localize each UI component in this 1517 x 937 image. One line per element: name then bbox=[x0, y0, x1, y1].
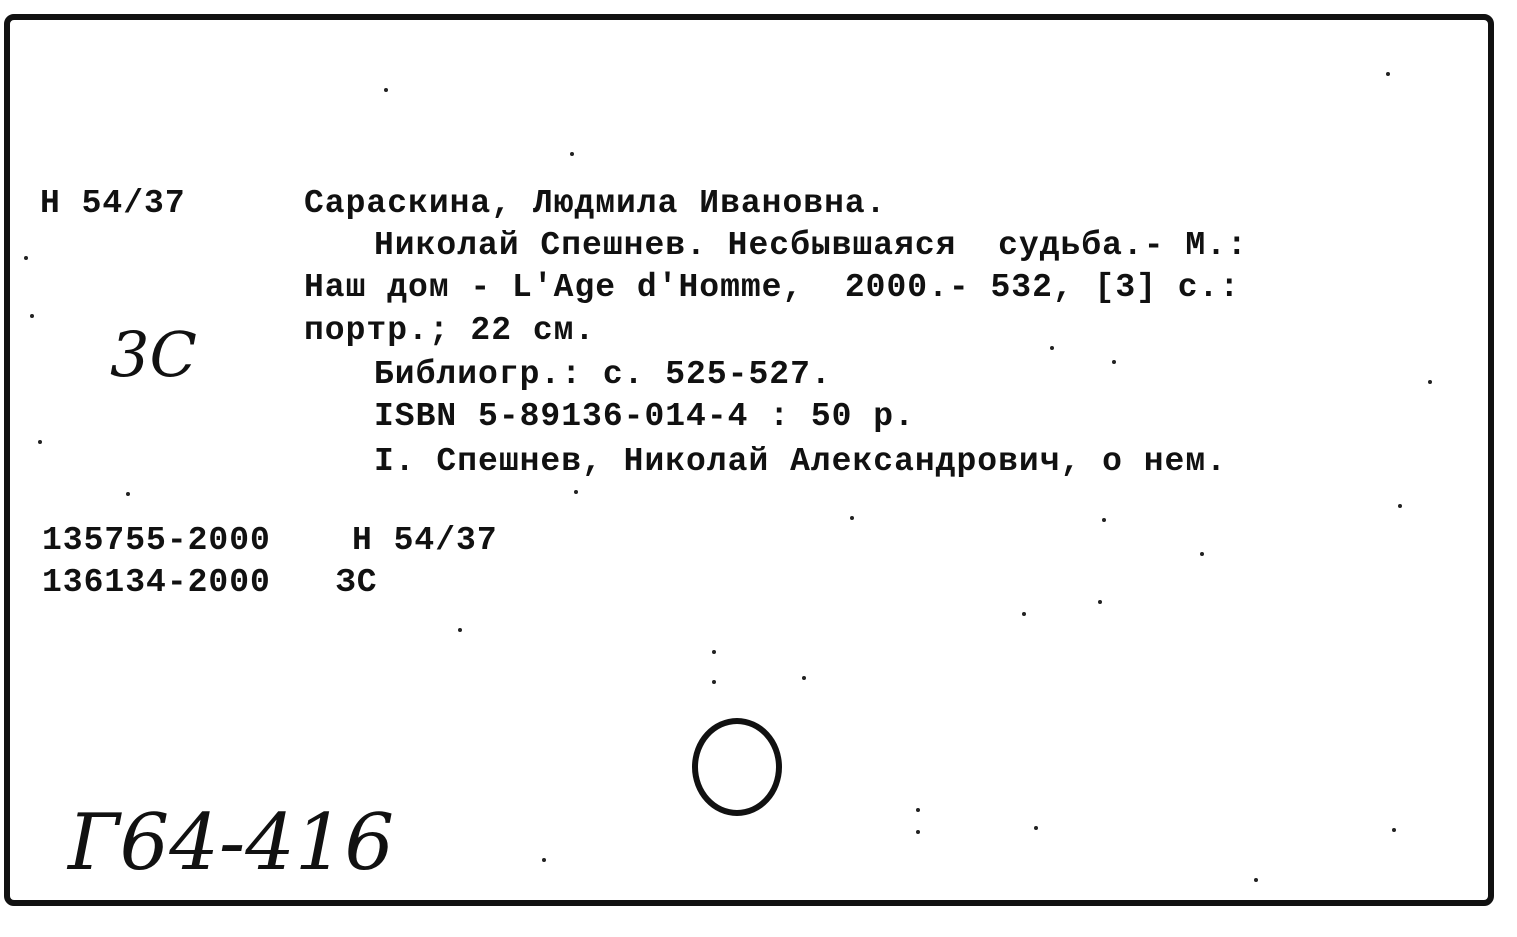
bibliography-note: Библиогр.: с. 525-527. bbox=[374, 356, 832, 393]
call-number-top: Н 54/37 bbox=[40, 185, 186, 222]
title-line-2: Наш дом - L'Age d'Homme, 2000.- 532, [3] с.: bbox=[304, 269, 1241, 306]
isbn-price: ISBN 5-89136-014-4 : 50 р. bbox=[374, 398, 915, 435]
punch-hole bbox=[692, 718, 782, 816]
inventory-number-1: 135755-2000 bbox=[42, 522, 271, 559]
subject-heading: I. Спешнев, Николай Александрович, о нем. bbox=[374, 443, 1227, 480]
inventory-number-2: 136134-2000 bbox=[42, 564, 271, 601]
handwritten-mark: 3С bbox=[110, 318, 197, 391]
author-heading: Сараскина, Людмила Ивановна. bbox=[304, 185, 887, 222]
title-line-1: Николай Спешнев. Несбывшаяся судьба.- М.: bbox=[374, 227, 1248, 264]
inventory-location-1: Н 54/37 bbox=[352, 522, 498, 559]
title-line-3: портр.; 22 см. bbox=[304, 312, 596, 349]
handwritten-code: Г64-416 bbox=[68, 798, 395, 888]
inventory-location-2: ЗС bbox=[336, 564, 378, 601]
